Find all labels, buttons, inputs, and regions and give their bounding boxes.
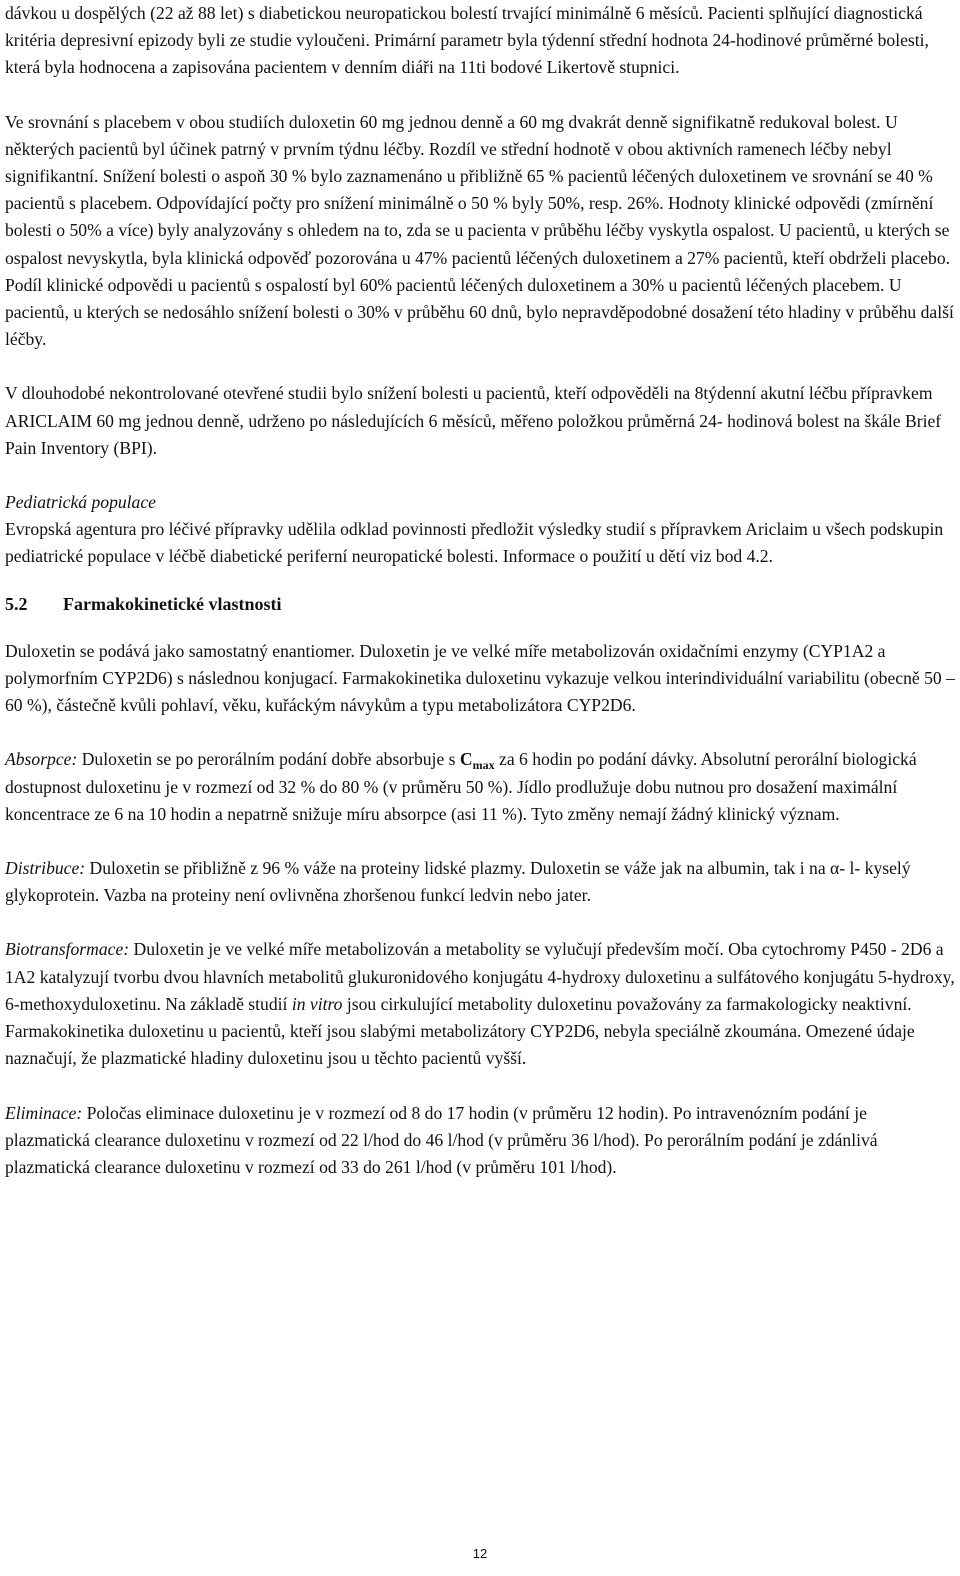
absorption-label: Absorpce: [5,749,78,770]
distribution-label: Distribuce: [5,858,86,879]
elimination-text: Poločas eliminace duloxetinu je v rozmezí od 8 do 17 hodin (v průměru 12 hodin). Po intravenózním podání je plazmatická clearance duloxetinu v rozmezí od 22 l/hod do 46 l/hod (v průměru 36 l/hod). Po perorálním podání je zdánlivá plazmatická clearance duloxetinu v rozmezí od 33 do 261 l/hod (v průměru 101 l/hod). [5,1102,878,1177]
cmax-symbol: $C_{max}$ [459,749,495,773]
paragraph-elimination [5,1100,955,1182]
absorption-text-b: za 6 hodin po podání dávky. Absolutní perorální biologická dostupnost duloxetinu je v rozmezí od 32 % do 80 % (v průměru 50 %). Jídlo prodlužuje dobu nutnou pro dosažení maximální koncentrace ze 6 na 10 hodin a nepatrně snižuje míru absorpce (asi 11 %). Tyto změny nemají žádný klinický význam. [5,749,917,824]
section-title: Farmakokinetické vlastnosti [63,593,282,614]
paragraph-distribution [5,855,955,909]
paragraph-pk-overview: Duloxetin se podává jako samostatný enantiomer. Duloxetin je ve velké míře metabolizován oxidačními enzymy (CYP1A2 a polymorfním CYP2D6) s následnou konjugací. Farmakokinetika duloxetinu vykazuje velkou interindividuální variabilitu (obecně 50 – 60 %), částečně kvůli pohlaví, věku, kuřáckým návykům a typu metabolizátora CYP2D6. [5,640,955,716]
paragraph-absorption [5,746,955,828]
paragraph-study-design: dávkou u dospělých (22 až 88 let) s diabetickou neuropatickou bolestí trvající minimálně 6 měsíců. Pacienti splňující diagnostická kritéria depresivní epizody byli ze studie vyloučeni. Primární parametr byla týdenní střední hodnota 24-hodinové průměrné bolesti, která byla hodnocena a zapisována pacientem v denním diáři na 11ti bodové Likertově stupnici. [5,3,929,78]
document-page [5,0,955,1181]
page-number: 12 [472,1546,488,1561]
paragraph-biotransformation [5,936,955,1072]
section-heading [5,591,955,618]
biotransformation-text-a: Duloxetin je ve velké míře metabolizován a metabolity se vylučují především močí. Oba cytochromy P450 - 2D6 a 1A2 katalyzují tvorbu dvou hlavních metabolitů glukuronidového konjugátu 4-hydroxy duloxetinu a sulfátového konjugátu 5-hydroxy, 6-methoxyduloxetinu. Na základě studií [5,939,955,1014]
absorption-text-a: Duloxetin se po perorálním podání dobře absorbuje s [77,749,460,770]
biotransformation-text-b: jsou cirkulující metabolity duloxetinu považovány za farmakologicky neaktivní. Farmakokinetika duloxetinu u pacientů, kteří jsou slabými metabolizátory CYP2D6, nebyla speciálně zkoumána. Omezené údaje naznačují, že plazmatické hladiny duloxetinu jsou u těchto pacientů vyšší. [5,993,915,1069]
paragraph-long-term-study: V dlouhodobé nekontrolované otevřené studii bylo snížení bolesti u pacientů, kteří odpověděli na 8týdenní akutní léčbu přípravkem ARICLAIM 60 mg jednou denně, udrženo po následujících 6 měsíců, měřeno položkou průměrná 24- hodinová bolest na škále Brief Pain Inventory (BPI). [5,383,942,458]
biotransformation-label: Biotransformace: [5,939,130,960]
paragraph-pediatric: Evropská agentura pro léčivé přípravky udělila odklad povinnosti předložit výsledky studií s přípravkem Ariclaim u všech podskupin pediatrické populace v léčbě diabetické periferní neuropatické bolesti. Informace o použití u dětí viz bod 4.2. [5,519,944,567]
in-vitro-term: in vitro [291,993,343,1014]
paragraph-study-results: Ve srovnání s placebem v obou studiích duloxetin 60 mg jednou denně a 60 mg dvakrát denně signifikatně redukoval bolest. U některých pacientů byl účinek patrný v prvním týdnu léčby. Rozdíl ve střední hodnotě v obou aktivních ramenech léčby nebyl signifikantní. Snížení bolesti o aspoň 30 % bylo zaznamenáno u přibližně 65 % pacientů léčených duloxetinem ve srovnání se 40 % pacientů s placebem. Odpovídající počty pro snížení minimálně o 50 % byly 50%, resp. 26%. Hodnoty klinické odpovědi (zmírnění bolesti o 50% a více) byly analyzovány s ohledem na to, zda se u pacienta v průběhu léčby vyskytla ospalost. U pacientů, u kterých se ospalost nevyskytla, byla klinická odpověď pozorována u 47% pacientů léčených duloxetinem a 27% pacientů, kteří obdrželi placebo. Podíl klinické odpovědi u pacientů s ospalostí byl 60% pacientů léčených duloxetinem a 30% u pacientů léčených placebem. U pacientů, u kterých se nedosáhlo snížení bolesti o 30% v průběhu 60 dnů, bylo nepravděpodobné dosažení této hladiny v průběhu další léčby. [5,111,954,350]
distribution-text: Duloxetin se přibližně z 96 % váže na proteiny lidské plazmy. Duloxetin se váže jak na albumin, tak i na α- l- kyselý glykoprotein. Vazba na proteiny není ovlivněna zhoršenou funkcí ledvin nebo jater. [5,858,911,906]
section-number: 5.2 [5,593,28,614]
elimination-label: Eliminace: [5,1102,83,1123]
pediatric-subheading: Pediatrická populace [5,492,156,513]
cmax-subscript: max [472,758,495,773]
